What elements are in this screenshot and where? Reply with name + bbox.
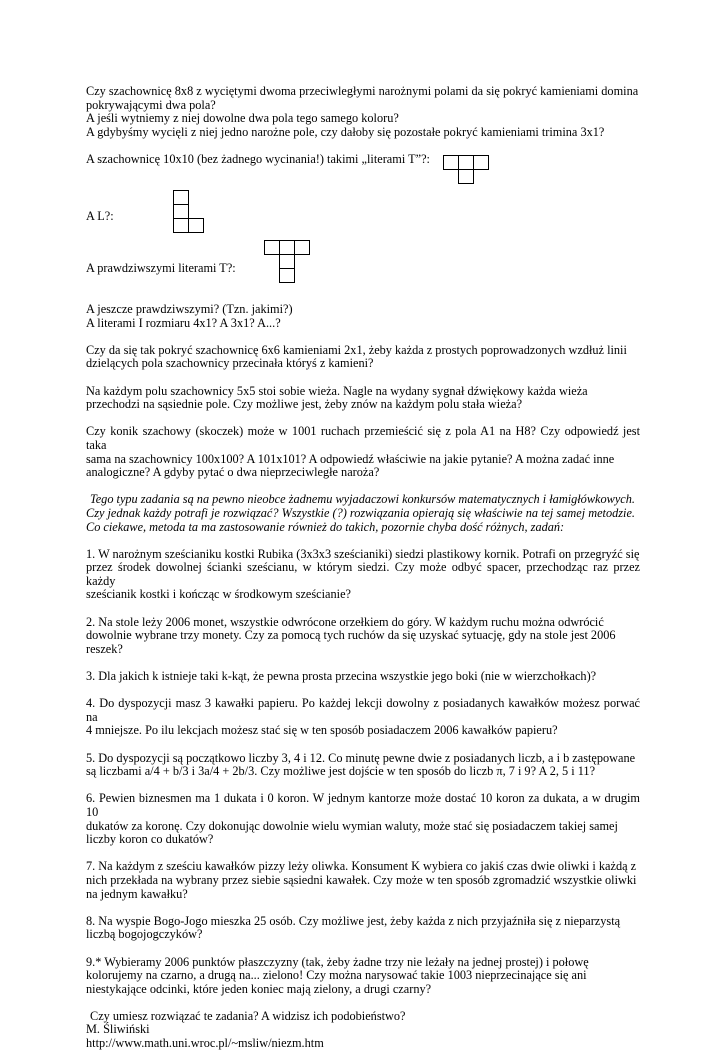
footer-question: Czy umiesz rozwiązać te zadania? A widzisz ich podobieństwo? (90, 1008, 406, 1023)
problem-3-line: 3. Dla jakich k istnieje taki k-kąt, że pewna prosta przecina wszystkie jego boki (nie w wierzchołkach)? (86, 669, 597, 684)
figure-cell (458, 169, 474, 184)
figure-cell (279, 268, 295, 283)
figure-cell (458, 155, 474, 170)
figure-cell (188, 218, 204, 233)
t-shape-question: A szachownicę 10x10 (bez żadnego wycinania!) takimi „literami T”?: (86, 151, 430, 166)
figure-cell (279, 240, 295, 255)
q-6x6-line: Czy da się tak pokryć szachownicę 6x6 kamieniami 2x1, żeby każda z prostych poprowadzonych wzdłuż linii (86, 342, 627, 357)
problem-6-line: liczby koron co dukatów? (86, 832, 214, 847)
intro-line: A jeśli wytniemy z niej dowolne dwa pola tego samego koloru? (86, 111, 399, 126)
figure-cell (294, 240, 310, 255)
q-rooks-line: przechodzi na sąsiednie pole. Czy możliwe jest, żeby znów na każdym polu stała wieża? (86, 397, 523, 412)
q-rooks-line: Na każdym polu szachownicy 5x5 stoi sobie wieża. Nagle na wydany sygnał dźwiękowy każda wieża (86, 383, 588, 398)
more-shapes-line: A literami I rozmiaru 4x1? A 3x1? A...? (86, 315, 281, 330)
problem-6-line: dukatów za koronę. Czy dokonując dowolnie wielu wymian waluty, może stać się posiadaczem takiej samej (86, 818, 618, 833)
figure-cell (173, 190, 189, 205)
document-page (86, 85, 640, 167)
problem-2-line: dowolnie wybrane trzy monety. Czy za pomocą tych ruchów da się uzyskać sytuację, gdy na stole jest 2006 (86, 628, 616, 643)
problem-1-line: sześcianik kostki i kończąc w środkowym sześcianie? (86, 587, 351, 602)
intro-line: A gdybyśmy wycięli z niej jedno narożne pole, czy dałoby się pozostałe pokryć kamieniami trimina 3x1? (86, 124, 605, 139)
figure-cell (264, 240, 280, 255)
problem-4-line: 4 mniejsze. Po ilu lekcjach możesz stać się w ten sposób posiadaczem 2006 kawałków papieru? (86, 723, 558, 738)
figure-cell (473, 155, 489, 170)
problem-7-line: 7. Na każdym z sześciu kawałków pizzy leży oliwka. Konsument K wybiera co jakiś czas dwie oliwki i każdą z (86, 859, 637, 874)
italic-line: Tego typu zadania są na pewno nieobce żadnemu wyjadaczowi konkursów matematycznych i łamigłówkowych. (90, 492, 635, 507)
problem-1-line: 1. W narożnym sześcianiku kostki Rubika (3x3x3 sześcianiki) siedzi plastikowy kornik. Potrafi on przegryźć się (86, 546, 640, 561)
figure-cell (279, 254, 295, 269)
q-knight-line: analogiczne? A gdyby pytać o dwa nieprzeciwległe naroża? (86, 465, 380, 480)
problem-5-line: są liczbami a/4 + b/3 i 3a/4 + 2b/3. Czy możliwe jest dojście w ten sposób do liczb π, 7 i 9? A 2, 5 i 11? (86, 764, 596, 779)
problem-2-line: reszek? (86, 641, 123, 656)
document-body (86, 303, 640, 1051)
q-knight-line: Czy konik szachowy (skoczek) może w 1001 ruchach przemieścić się z pola A1 na H8? Czy odpowiedź jest taka (86, 424, 640, 452)
problem-4-line: 4. Do dyspozycji masz 3 kawałki papieru. Po każdej lekcji dowolny z posiadanych kawałków możesz porwać na (86, 696, 640, 724)
intro-line: Czy szachownicę 8x8 z wyciętymi dwoma przeciwległymi narożnymi polami da się pokryć kamieniami domina (86, 84, 639, 98)
problem-2-line: 2. Na stole leży 2006 monet, wszystkie odwrócone orzełkiem do góry. W każdym ruchu można odwrócić (86, 614, 604, 629)
problem-8-line: 8. Na wyspie Bogo-Jogo mieszka 25 osób. Czy możliwe jest, żeby każda z nich przyjaźniła się z nieparzystą (86, 913, 621, 928)
italic-line: Co ciekawe, metoda ta ma zastosowanie również do takich, pozornie chyba dość różnych, zadań: (86, 519, 565, 534)
problem-1-line: przez środek dowolnej ścianki sześcianu, w którym siedzi. Czy może odbyć spacer, przechodząc raz przez każdy (86, 560, 640, 588)
footer-url: http://www.math.uni.wroc.pl/~msliw/niezm.htm (86, 1036, 324, 1051)
problem-8-line: liczbą bogojogczyków? (86, 927, 203, 942)
figure-cell (173, 218, 189, 233)
t-real-question: A prawdziwszymi literami T?: (86, 261, 236, 275)
problem-6-line: 6. Pewien biznesmen ma 1 dukata i 0 koron. W jednym kantorze może dostać 10 koron za dukata, a w drugim 10 (86, 791, 640, 819)
problem-9-line: 9.* Wybieramy 2006 punktów płaszczyzny (tak, żeby żadne trzy nie leżały na jednej prostej) i połowę (86, 954, 589, 969)
q-6x6-line: dzielących pola szachownicy przecinała któryś z kamieni? (86, 356, 374, 371)
intro-line: pokrywającymi dwa pola? (86, 97, 216, 112)
problem-7-line: na jednym kawałku? (86, 886, 188, 901)
problem-9-line: niestykające odcinki, które jeden koniec mają zielony, a drugi czarny? (86, 981, 432, 996)
italic-line: Czy jednak każdy potrafi je rozwiązać? Wszystkie (?) rozwiązania opierają się właściwie na tej samej metodzie. (86, 505, 635, 520)
more-shapes-line: A jeszcze prawdziwszymi? (Tzn. jakimi?) (86, 302, 293, 316)
figure-cell (173, 204, 189, 219)
footer-author: M. Śliwiński (86, 1022, 150, 1037)
problem-7-line: nich przekłada na wybrany przez siebie sąsiedni kawałek. Czy może w ten sposób zgromadzić wszystkie oliwki (86, 872, 637, 887)
problem-9-line: kolorujemy na czarno, a drugą na... zielono! Czy można narysować takie 1003 nieprzecinające się ani (86, 968, 587, 983)
q-knight-line: sama na szachownicy 100x100? A 101x101? A odpowiedź właściwie na jakie pytanie? A można zadać inne (86, 451, 615, 466)
figure-cell (443, 155, 459, 170)
l-shape-question: A L?: (86, 209, 114, 223)
problem-5-line: 5. Do dyspozycji są początkowo liczby 3, 4 i 12. Co minutę pewne dwie z posiadanych liczb, a i b zastępowane (86, 750, 636, 765)
